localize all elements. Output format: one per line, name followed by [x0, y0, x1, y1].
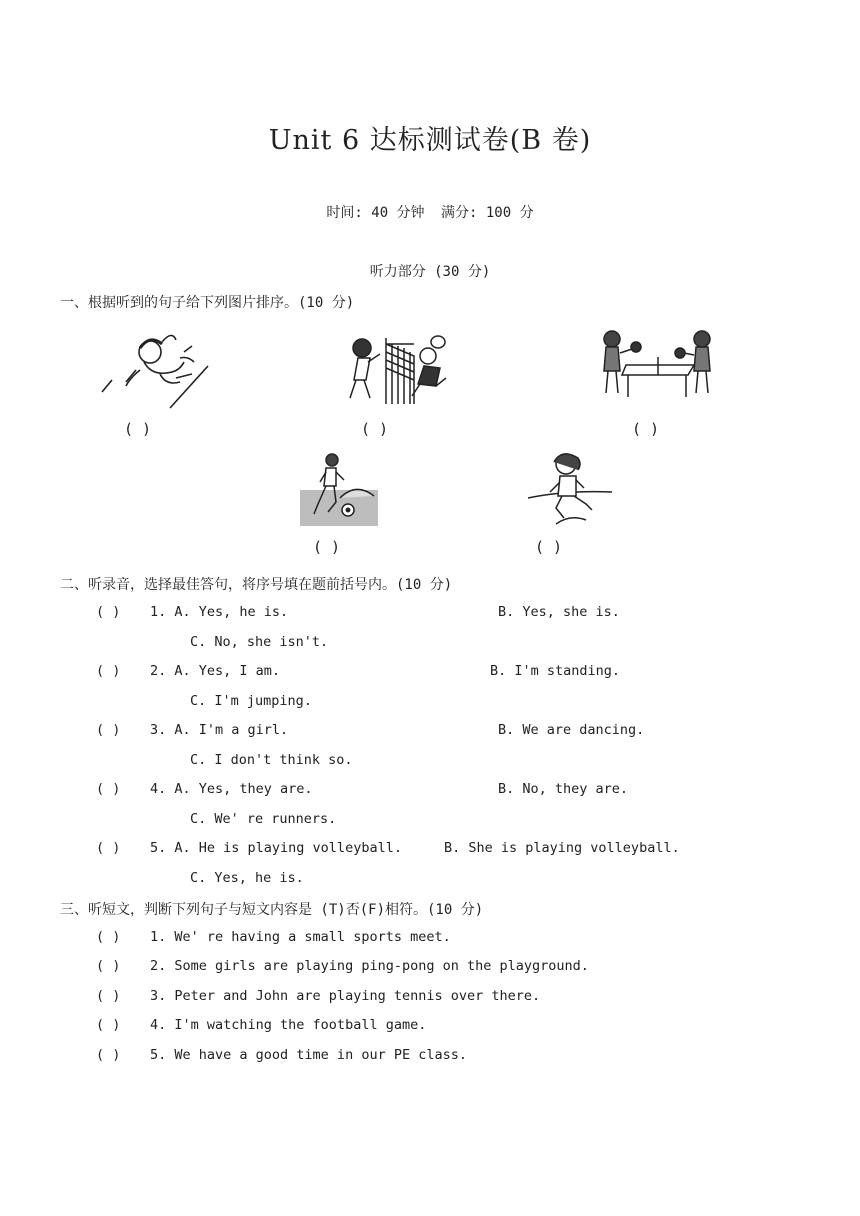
picture1-blank[interactable]: ( ) — [124, 420, 152, 438]
q2-3-option-c: C. I don't think so. — [190, 752, 353, 768]
exam-meta — [0, 202, 860, 222]
picture4-blank[interactable]: ( ) — [313, 538, 341, 556]
q2-1-option-a: 1. A. Yes, he is. — [150, 604, 289, 620]
picture2-blank[interactable]: ( ) — [361, 420, 389, 438]
part-title: 听力部分 (30 分) — [369, 264, 491, 280]
q2-5-option-a: 5. A. He is playing volleyball. — [150, 840, 402, 856]
q3-5-statement: 5. We have a good time in our PE class. — [150, 1047, 467, 1063]
q2-2-option-a: 2. A. Yes, I am. — [150, 663, 281, 679]
q2-5-paren[interactable]: ( ) — [96, 840, 121, 856]
q3-3-statement: 3. Peter and John are playing tennis over there. — [150, 988, 541, 1004]
q2-3-paren[interactable]: ( ) — [96, 722, 121, 738]
badminton-players-icon — [340, 334, 455, 406]
q3-4-paren[interactable]: ( ) — [96, 1017, 121, 1033]
q3-1-statement: 1. We' re having a small sports meet. — [150, 929, 451, 945]
q2-4-paren[interactable]: ( ) — [96, 781, 121, 797]
time-limit: 时间: 40 分钟 — [326, 205, 425, 221]
q2-4-option-c: C. We' re runners. — [190, 811, 337, 827]
q3-5-paren[interactable]: ( ) — [96, 1047, 121, 1063]
q2-4-option-a: 4. A. Yes, they are. — [150, 781, 313, 797]
football-player-icon — [300, 452, 378, 526]
section1-heading: 一、根据听到的句子给下列图片排序。(10 分) — [60, 295, 355, 311]
full-score: 满分: 100 分 — [441, 205, 534, 221]
ping-pong-players-icon — [598, 327, 720, 401]
q2-1-paren[interactable]: ( ) — [96, 604, 121, 620]
q3-1-paren[interactable]: ( ) — [96, 929, 121, 945]
q3-2-statement: 2. Some girls are playing ping-pong on the playground. — [150, 958, 589, 974]
picture5-blank[interactable]: ( ) — [535, 538, 563, 556]
long-jump-girl-icon — [100, 322, 210, 412]
section3-heading: 三、听短文，判断下列句子与短文内容是 (T)否(F)相符。(10 分) — [60, 902, 484, 918]
q2-2-option-b: B. I'm standing. — [490, 663, 621, 679]
q3-2-paren[interactable]: ( ) — [96, 958, 121, 974]
running-girl-icon — [526, 450, 614, 526]
q2-1-option-c: C. No, she isn't. — [190, 634, 329, 650]
page-title: Unit 6 达标测试卷(B 卷) — [268, 125, 592, 156]
q2-5-option-b: B. She is playing volleyball. — [444, 840, 680, 856]
section2-heading: 二、听录音，选择最佳答句，将序号填在题前括号内。(10 分) — [60, 577, 453, 593]
q2-3-option-a: 3. A. I'm a girl. — [150, 722, 289, 738]
picture3-blank[interactable]: ( ) — [632, 420, 660, 438]
q3-3-paren[interactable]: ( ) — [96, 988, 121, 1004]
q2-5-option-c: C. Yes, he is. — [190, 870, 304, 886]
q2-4-option-b: B. No, they are. — [498, 781, 629, 797]
q2-1-option-b: B. Yes, she is. — [498, 604, 620, 620]
q2-2-paren[interactable]: ( ) — [96, 663, 121, 679]
q2-3-option-b: B. We are dancing. — [498, 722, 645, 738]
q2-2-option-c: C. I'm jumping. — [190, 693, 312, 709]
q3-4-statement: 4. I'm watching the football game. — [150, 1017, 427, 1033]
